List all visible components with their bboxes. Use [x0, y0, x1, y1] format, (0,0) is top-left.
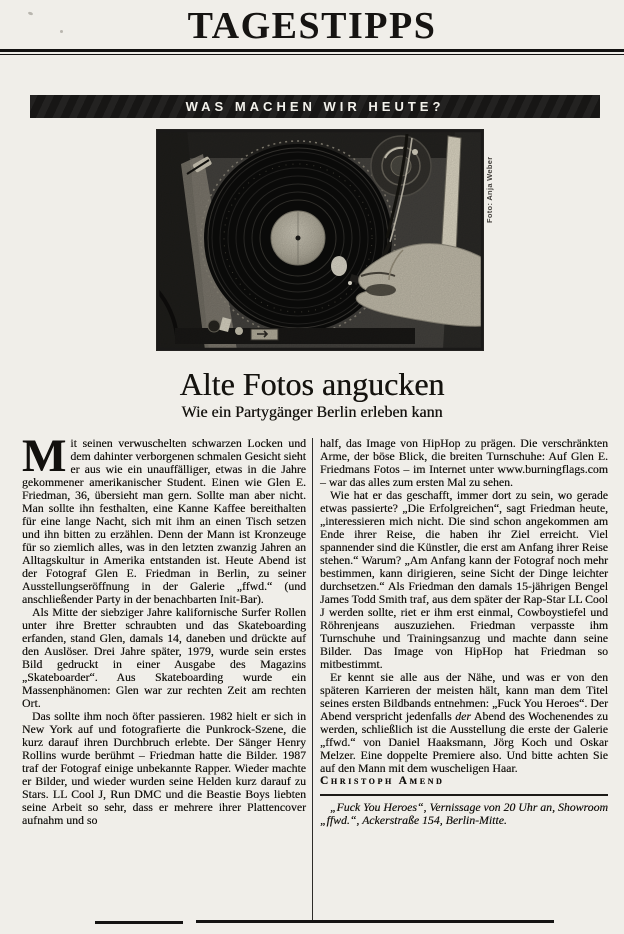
section-title: TAGESTIPPS: [187, 5, 437, 47]
turntable-photo: [157, 130, 483, 350]
emphasis-word: der: [455, 709, 471, 723]
scan-speck: [60, 30, 63, 33]
paragraph: half, das Image von HipHop zu prägen. Die verschränkten Arme, der böse Blick, die breiten Turnschuhe: Auf Glen E. Friedmans Fotos – im Internet unter www.burningflags.com – war das alles zum ersten Mal zu sehen.: [320, 436, 608, 489]
article-subhead: Wie ein Partygänger Berlin erleben kann: [181, 404, 443, 421]
article-column-left: [22, 430, 306, 827]
paragraph: [22, 430, 306, 606]
paragraph: [320, 671, 608, 775]
masthead-rule-thick: [0, 49, 624, 52]
paragraph-text: Abend des Wochenendes zu werden, schließlich ist die Ausstellung die erste der Galerie „ffwd.“ von Daniel Haaksmann, Jörg Koch und Oskar Melzer. Eine doppelte Premiere also. Und bitte achten Sie auf den Mann mit dem wuscheligen Haar.: [320, 709, 608, 775]
column-divider-rule: [312, 438, 313, 920]
paragraph-text: Er kennt sie alle aus der Nähe, und was er von den späteren Karrieren der meisten hält, kann man dem Titel seines ersten Bildbands entnehmen: „Fuck You Heroes“. Der Abend verspricht jedenfalls: [320, 670, 608, 723]
paragraph: Das sollte ihm noch öfter passieren. 1982 hielt er sich in New York auf und fotografierte die Punkrock-Szene, die kurz darauf ihren Durchbruch erlebte. Der Sänger Henry Rollins wurde berühmt – Friedman hatte die Bilder. 1987 traf der Fotograf einige unbekannte Rapper. Wieder machte er Bilder, und wieder wurden seine Helden kurz darauf zu Stars. LL Cool J, Run DMC und die Beastie Boys liebten seine Arbeit so sehr, dass er mehrere ihrer Plattencover aufnahm und so: [22, 709, 306, 827]
paragraph: Als Mitte der siebziger Jahre kalifornische Surfer Rollen unter ihre Bretter schraubten und das Skateboarding erfanden, stand Glen, damals 14, daneben und drückte auf den Auslöser. Drei Jahre später, 1979, wurde sein erstes Bild gedruckt in einer Ausgabe des Magazins „Skateboarder“. Aus Skateboarding wurde ein Massenphänomen: Glen war zur rechten Zeit am rechten Ort.: [22, 605, 306, 710]
dropcap: M: [22, 430, 67, 482]
event-info-note: „Fuck You Heroes“, Vernissage von 20 Uhr an, Showroom „ffwd.“, Ackerstraße 154, Berlin-Mitte.: [320, 799, 608, 827]
article-headline: Alte Fotos angucken: [179, 366, 445, 402]
masthead-rule-thin: [0, 54, 624, 55]
footer-rule: [320, 794, 608, 796]
photo-credit: Foto: Anja Weber: [485, 156, 494, 223]
paragraph: Wie hat er das geschafft, immer dort zu sein, wo gerade etwas passierte? „Die Erfolgreichen“, sagt Friedman heute, „interessieren mich nicht. Die sind schon angekommen am Ende ihrer Reise, die haben ihr Ziel erreicht. Viel spannender sind die Künstler, die erst am Anfang ihrer Reise stehen.“ Warum? „Am Anfang kann der Fotograf noch mehr bestimmen, kann dirigieren, seine Sicht der Dinge leichter durchsetzen.“ Als Friedman den damals 15-jährigen Bengel James Todd Smith traf, aus dem später der Rap-Star LL Cool J werden sollte, riet er ihm erst einmal, Cowboystiefel und Röhrenjeans auszuziehen. Friedman verpasste ihm Turnschuhe und Trainingsanzug und machte dann seine Bilder. Das Image von HipHop hat Friedman so mitbestimmt.: [320, 488, 608, 671]
banner-was-machen-wir-heute: [30, 95, 600, 118]
paragraph-text: it seinen verwuschelten schwarzen Locken und dem dahinter verborgenen schmalen Gesicht sieht er aus wie ein unauffälliger, etwas in die Jahre gekommener amerikanischer Student. Einen wie Glen E. Friedman, 36, übersieht man gern. Sollte man aber nicht. Man sollte ihn festhalten, eine Kanne Kaffee bereithalten für eine lange Nacht, sich mit ihm an einen Tisch setzen und ihn bitten zu erzählen. Denn der Mann ist Kronzeuge für so ziemlich alles, was in den letzten zwanzig Jahren an Alltagskultur in Amerika entstanden ist. Heute Abend ist der Fotograf Glen E. Friedman in Berlin, zu seiner Ausstellungseröffnung in der Galerie „ffwd.“ (und anschließender Party in der benachbarten Init-Bar).: [22, 436, 306, 606]
author-byline: Christoph Amend: [320, 775, 445, 787]
turntable-illustration: [157, 130, 483, 350]
bottom-rule-short: [95, 921, 183, 924]
bottom-rule-long: [196, 920, 554, 923]
banner-label: WAS MACHEN WIR HEUTE?: [185, 99, 445, 114]
article-column-right: [320, 437, 608, 827]
